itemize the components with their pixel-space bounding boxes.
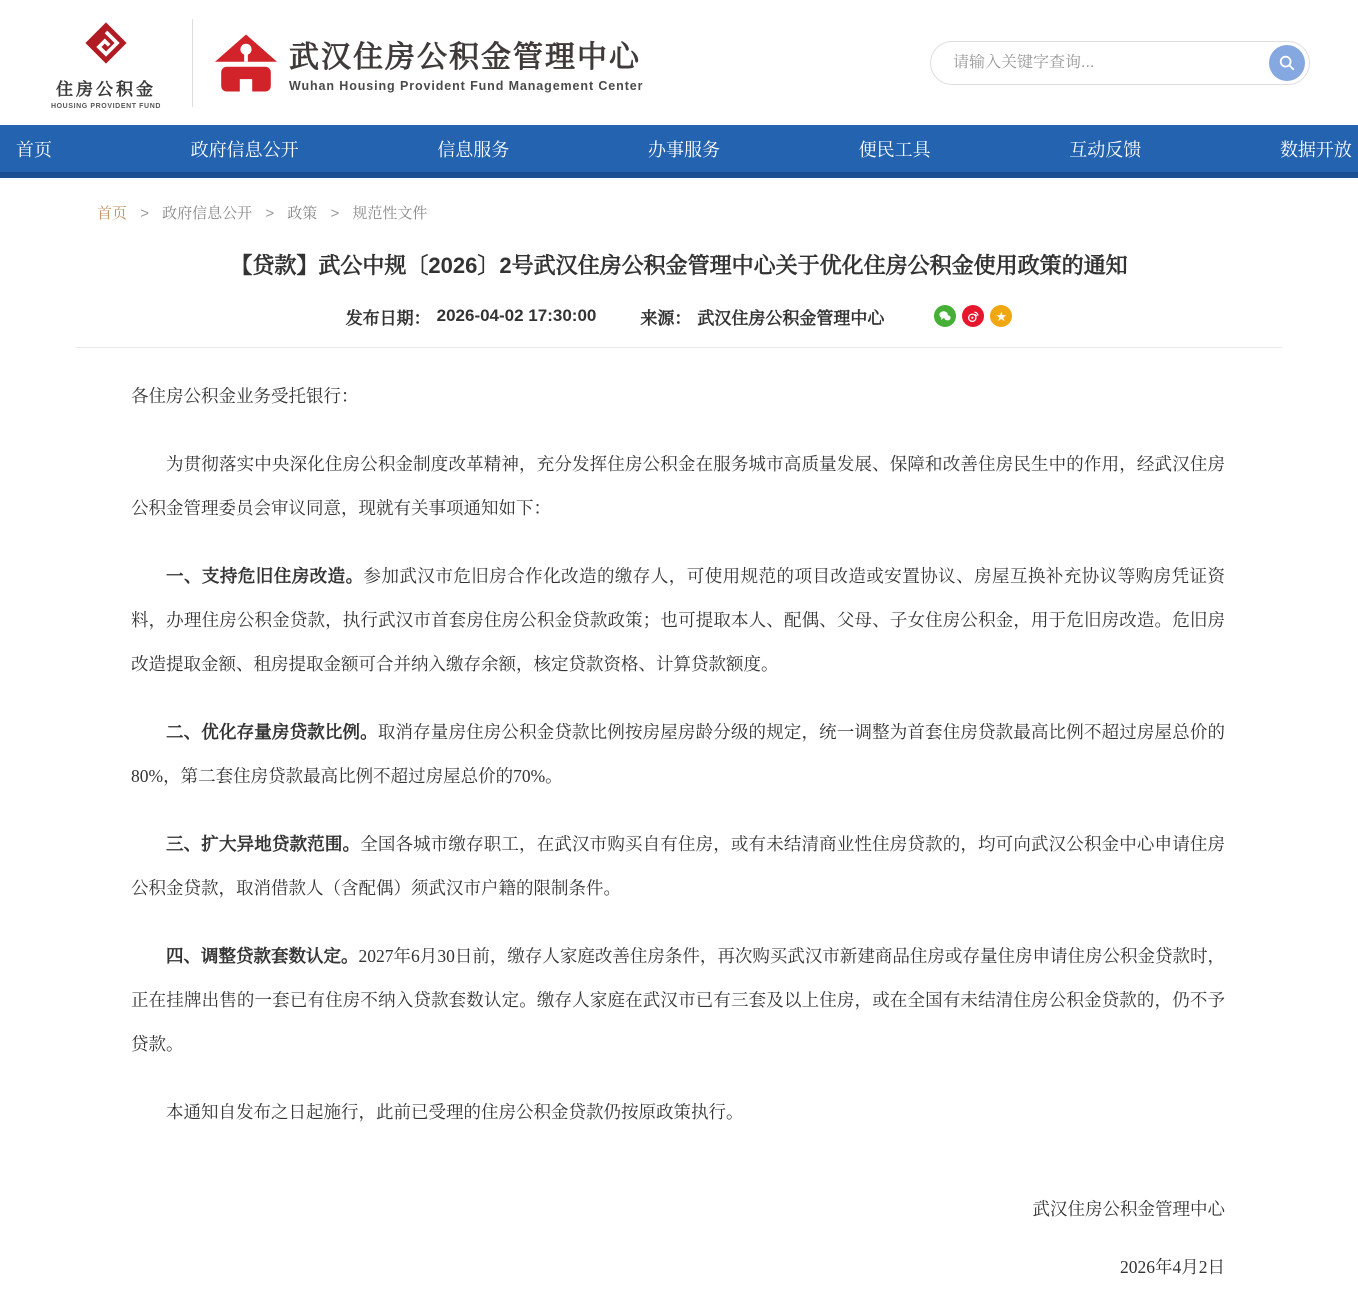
publish-date-value: 2026-04-02 17:30:00	[436, 306, 597, 326]
article-paragraph	[131, 442, 1225, 530]
hpf-logo-title: 住房公积金	[56, 80, 156, 99]
paragraph-text: 各住房公积金业务受托银行：	[131, 385, 359, 406]
signature-org: 武汉住房公积金管理中心	[1032, 1198, 1225, 1219]
nav-row	[0, 125, 1358, 172]
nav-item[interactable]: 便民工具	[858, 139, 931, 160]
breadcrumb-gov-info-link[interactable]: 政府信息公开	[162, 205, 253, 222]
source-value: 武汉住房公积金管理中心	[697, 308, 885, 328]
article-paragraph	[131, 374, 1225, 418]
article-body	[73, 348, 1285, 1134]
article-paragraph	[131, 934, 1225, 1066]
logo-divider	[192, 19, 193, 107]
paragraph-lead: 一、支持危旧住房改造。	[166, 565, 364, 586]
article-paragraph	[131, 554, 1225, 686]
paragraph-lead: 三、扩大异地贷款范围。	[166, 833, 361, 854]
wuhan-logo-title: 武汉住房公积金管理中心	[289, 41, 641, 74]
breadcrumb-home-link[interactable]: 首页	[97, 205, 128, 222]
wuhan-logo-subtitle: Wuhan Housing Provident Fund Management Center	[289, 79, 644, 93]
share-wechat-icon[interactable]	[934, 305, 956, 327]
main-nav	[0, 125, 1358, 178]
article-paragraph	[131, 1090, 1225, 1134]
paragraph-text: 为贯彻落实中央深化住房公积金制度改革精神，充分发挥住房公积金在服务城市高质量发展、保障和改善住房民生中的作用，经武汉住房公积金管理委员会审议同意，现就有关事项通知如下：	[131, 453, 1225, 518]
paragraph-text: 取消存量房住房公积金贷款比例按房屋房龄分级的规定，统一调整为首套住房贷款最高比例不超过房屋总价的80%，第二套住房贷款最高比例不超过房屋总价的70%。	[131, 721, 1226, 786]
share-weibo-icon[interactable]	[962, 305, 984, 327]
paragraph-text: 本通知自发布之日起施行，此前已受理的住房公积金贷款仍按原政策执行。	[166, 1101, 744, 1122]
share-icons	[928, 305, 1012, 327]
paragraph-text: 2027年6月30日前，缴存人家庭改善住房条件，再次购买武汉市新建商品住房或存量住房申请住房公积金贷款时，正在挂牌出售的一套已有住房不纳入贷款套数认定。缴存人家庭在武汉市已有三套及以上住房，或在全国有未结清住房公积金贷款的，仍不予贷款。	[131, 945, 1225, 1054]
search-button[interactable]	[1269, 45, 1305, 81]
nav-item[interactable]: 办事服务	[647, 139, 720, 160]
source-label: 来源：	[640, 308, 692, 328]
search-icon	[1278, 54, 1296, 72]
nav-item[interactable]: 互动反馈	[1069, 139, 1142, 160]
search-input[interactable]	[931, 54, 1309, 72]
wuhan-center-logo	[215, 32, 643, 93]
signature-block	[73, 1196, 1285, 1307]
hpf-diamond-icon	[78, 15, 134, 71]
article-paragraph	[131, 822, 1225, 910]
breadcrumb-separator: >	[140, 205, 149, 222]
content	[73, 178, 1285, 1307]
site-header	[0, 0, 1358, 125]
paragraph-lead: 二、优化存量房贷款比例。	[166, 721, 378, 742]
breadcrumb-separator: >	[265, 205, 275, 222]
breadcrumb-separator: >	[330, 205, 340, 222]
hpf-logo-subtitle: HOUSING PROVIDENT FUND	[50, 103, 162, 110]
breadcrumb-policy-link[interactable]: 政策	[287, 205, 318, 222]
nav-item[interactable]: 首页	[16, 139, 52, 160]
breadcrumb	[73, 178, 1285, 223]
article-paragraph	[131, 710, 1225, 798]
paragraph-text: 参加武汉市危旧房合作化改造的缴存人，可使用规范的项目改造或安置协议、房屋互换补充协议等购房凭证资料，办理住房公积金贷款，执行武汉市首套房住房公积金贷款政策；也可提取本人、配偶、父母、子女住房公积金，用于危旧房改造。危旧房改造提取金额、租房提取金额可合并纳入缴存余额，核定贷款资格、计算贷款额度。	[131, 565, 1226, 674]
logo-group	[42, 15, 643, 110]
national-hpf-logo	[42, 15, 170, 110]
share-qzone-icon[interactable]: ★	[990, 305, 1012, 327]
article-title: 【贷款】武公中规〔2026〕2号武汉住房公积金管理中心关于优化住房公积金使用政策的通知	[230, 253, 1128, 278]
nav-item[interactable]: 政府信息公开	[190, 139, 299, 160]
paragraph-lead: 四、调整贷款套数认定。	[166, 945, 359, 966]
wuhan-logo-text	[289, 32, 643, 93]
search-box	[930, 41, 1310, 85]
nav-item[interactable]: 数据开放	[1279, 139, 1352, 160]
paragraph-text: 全国各城市缴存职工，在武汉市购买自有住房，或有未结清商业性住房贷款的，均可向武汉公积金中心申请住房公积金贷款，取消借款人（含配偶）须武汉市户籍的限制条件。	[131, 833, 1226, 898]
breadcrumb-normative-docs-link[interactable]: 规范性文件	[352, 205, 428, 222]
publish-date-label: 发布日期：	[345, 308, 431, 328]
nav-item[interactable]: 信息服务	[437, 139, 510, 160]
article-meta	[73, 304, 1285, 329]
signature-date: 2026年4月2日	[1120, 1256, 1225, 1277]
red-house-icon	[215, 34, 277, 92]
